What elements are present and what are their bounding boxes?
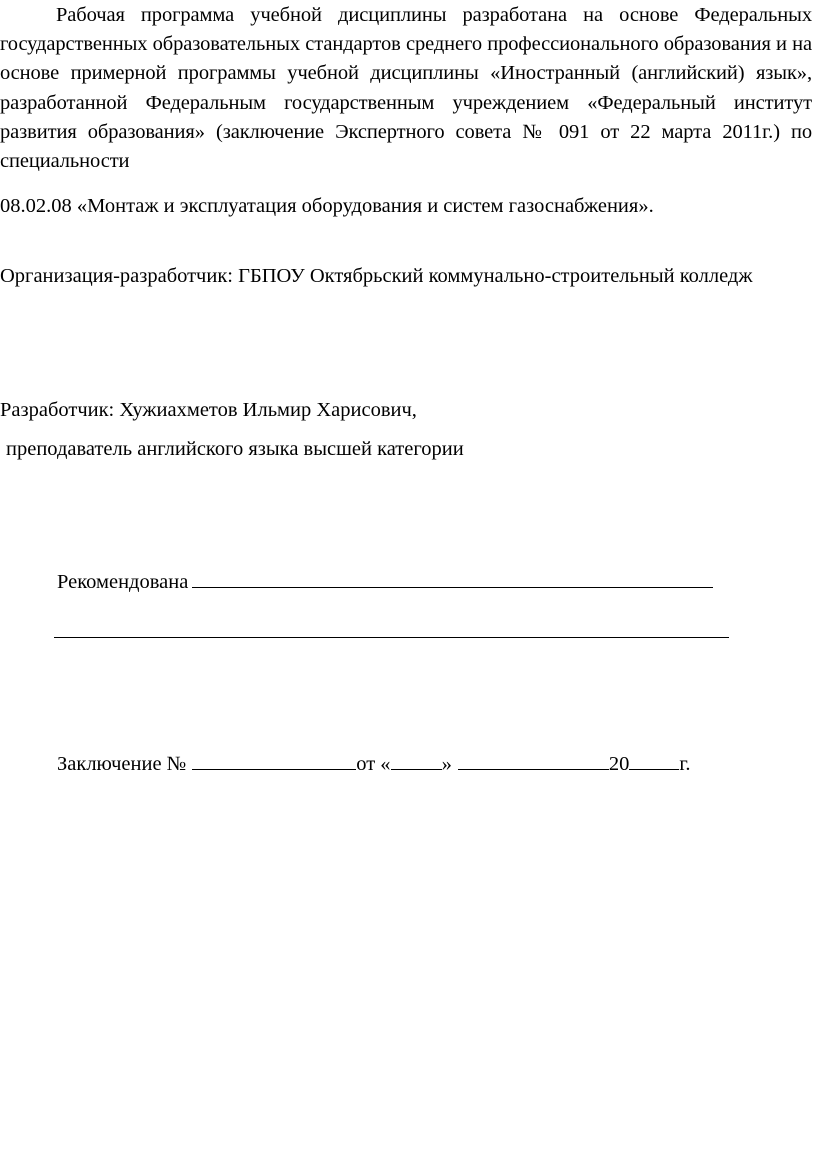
conclusion-year-prefix: 20 — [608, 753, 630, 775]
conclusion-year-suffix: г. — [679, 753, 691, 775]
conclusion-label: Заключение № — [57, 753, 187, 775]
conclusion-quote-close: » — [441, 753, 452, 775]
conclusion-month-blank — [458, 750, 609, 770]
conclusion-number-blank — [192, 750, 356, 770]
conclusion-day-blank — [391, 750, 442, 770]
intro-paragraph: Рабочая программа учебной дисциплины разработана на основе Федеральных государственных образовательных стандартов среднего профессионального образования и на основе примерной программы учебной дисциплины «Иностранный (английский) язык», разработанной Федеральным государственным учреждением «Федеральный институт развития образования» (заключение Экспертного совета № 091 от 22 марта 2011г.) по специальности — [0, 4, 812, 173]
developer-line: Разработчик: Хужиахметов Ильмир Харисович, — [0, 399, 417, 421]
conclusion-from-label: от « — [356, 753, 391, 775]
organization-line: Организация-разработчик: ГБПОУ Октябрьский коммунально-строительный колледж — [0, 265, 753, 287]
recommended-blank — [192, 568, 713, 588]
recommended-second-rule — [54, 637, 729, 638]
developer-position-line: преподаватель английского языка высшей категории — [6, 438, 464, 460]
conclusion-line — [57, 750, 691, 779]
conclusion-year-blank — [629, 750, 679, 770]
specialty-line: 08.02.08 «Монтаж и эксплуатация оборудования и систем газоснабжения». — [0, 195, 654, 217]
recommended-line — [57, 568, 713, 597]
recommended-label: Рекомендована — [57, 571, 189, 593]
